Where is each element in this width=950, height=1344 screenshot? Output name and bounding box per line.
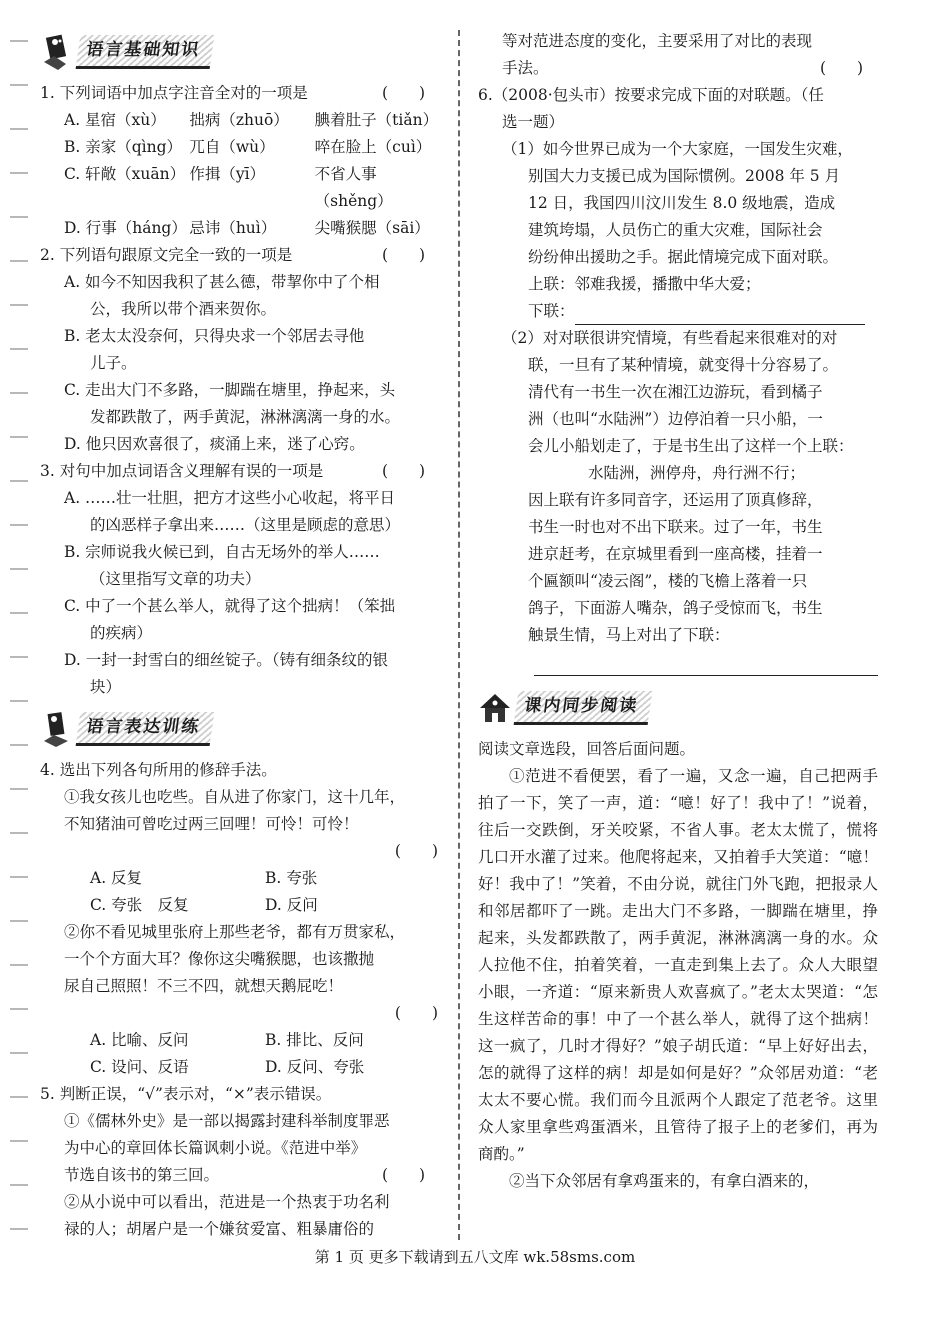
q2-option-b-line1: B. 老太太没奈何，只得央求一个邻居去寻他: [64, 327, 365, 345]
q2-option-a-line2: 公，我所以带个酒来贺你。: [90, 300, 277, 318]
q5-item2-line1: ②从小说中可以看出，范进是一个热衷于功名利: [64, 1193, 390, 1211]
q3-option-a-line1: A. ……壮一壮胆，把方才这些小心收起，将平日: [64, 489, 396, 507]
question-6: [478, 82, 878, 676]
q4-options-row1: A. 反复 B. 夸张: [90, 869, 318, 887]
q2-option-d: D. 他只因欢喜很了，痰涌上来，迷了心窍。: [64, 435, 365, 453]
q4-stem: 4. 选出下列各句所用的修辞手法。: [40, 761, 277, 779]
right-column: [478, 28, 878, 1195]
q2-stem: 2. 下列语句跟原文完全一致的一项是: [40, 246, 293, 264]
q6-stem-line1: 6.（2008·包头市）按要求完成下面的对联题。（任: [478, 86, 824, 104]
q6-part2-line2: 联，一旦有了某种情境，就变得十分容易了。: [528, 356, 839, 374]
q6-part2-line1: （2）对对联很讲究情境，有些看起来很难对的对: [502, 329, 838, 347]
q1-option-a: A. 星宿（xù） 拙病（zhuō） 腆着肚子（tiǎn）: [64, 111, 439, 129]
q3-option-a-line2: 的凶恶样子拿出来……（这里是顾虑的意思）: [90, 516, 401, 534]
question-1: ( ) 1. 下列词语中加点字注音全对的一项是 A. 星宿（xù） 拙病（zhuō） 腆着肚子（tiǎn） B. 亲家（qìng） 兀自（wù） 啐在脸上（cuì） C. 轩敞（xuān） 作揖（yī） 不省人事（shěng） D. 行事（háng） 忌讳（huì） 尖嘴猴腮（sāi）: [40, 80, 440, 242]
section-title-basic: 语言基础知识: [76, 35, 215, 69]
q5-continued-line2: ( ) 手法。: [502, 59, 864, 77]
q6-part3-line5: 鸽子，下面游人嘴杂，鸽子受惊而飞，书生: [528, 599, 823, 617]
q6-part2-line5: 会儿小船划走了，于是书生出了这样一个上联：: [528, 437, 854, 455]
house-icon: [478, 688, 512, 728]
q6-part3-line1: 因上联有许多同音字，还运用了顶真修辞，: [528, 491, 823, 509]
q4-answer-paren-2: ( ): [394, 1004, 438, 1022]
q1-stem: 1. 下列词语中加点字注音全对的一项是: [40, 84, 308, 102]
q5-item1-line2: 为中心的章回体长篇讽刺小说。《范进中举》: [64, 1139, 367, 1157]
page-footer: 第 1 页 更多下载请到五八文库 wk.58sms.com: [314, 1248, 636, 1266]
q5-item1-line3: ( ) 节选自该书的第三回。: [64, 1166, 426, 1184]
reading-passage-1: ①范进不看便罢，看了一遍，又念一遍，自己把两手拍了一下，笑了一声，道：“噫！好了！我中了！”说着，往后一交跌倒，牙关咬紧，不省人事。老太太慌了，慌将几口开水灌了过来。他爬将起来，又拍着手大笑道：“噫！好！我中了！”笑着，不由分说，就往门外飞跑，把报录人和邻居都吓了一跳。走出大门不多路，一脚踹在塘里，挣起来，头发都跌散了，两手黄泥，淋淋漓漓一身的水。众人拉他不住，拍着笑着，一直走到集上去了。众人大眼望小眼，一齐道：“原来新贵人欢喜疯了。”老太太哭道：“怎生这样苦命的事！中了一个甚么举人，就得了这个拙病！这一疯了，几时才得好？”娘子胡氏道：“早上好好出去，怎的就得了这样的病！却是如何是好？”众邻居劝道：“老太太不要心慌。我们而今且派两个人跟定了范老爷。这里众人家里拿些鸡蛋酒米，且管待了报子上的老爹们，再为商酌。”: [478, 767, 878, 1163]
q6-part1-line5: 纷纷伸出援助之手。据此情境完成下面对联。: [528, 248, 839, 266]
q3-option-c-line1: C. 中了一个甚么举人，就得了这个拙病！（笨拙: [64, 597, 396, 615]
q3-option-d-line1: D. 一封一封雪白的细丝锭子。（铸有细条纹的银: [64, 651, 388, 669]
q2-option-b-line2: 儿子。: [90, 354, 137, 372]
q3-option-d-line2: 块）: [90, 678, 122, 696]
reading-intro: 阅读文章选段，回答后面问题。: [478, 740, 696, 758]
reading-passage-2: ②当下众邻居有拿鸡蛋来的，有拿白酒来的，: [509, 1172, 820, 1190]
question-5: [40, 1081, 440, 1243]
q4-sentence2-line2: 一个个方面大耳？像你这尖嘴猴腮，也该撒抛: [64, 950, 375, 968]
q4-sentence2-line1: ②你不看见城里张府上那些老爷，都有万贯家私，: [64, 923, 406, 941]
q6-part1-line1: （1）如今世界已成为一个大家庭，一国发生灾难，: [502, 140, 853, 158]
binding-margin: [10, 40, 28, 1240]
q6-part3-line6: 触景生情，马上对出了下联：: [528, 626, 730, 644]
q6-part1-line3: 12 日，我国四川汶川发生 8.0 级地震，造成: [528, 194, 836, 212]
question-2: ( ) 2. 下列语句跟原文完全一致的一项是 A. 如今不知因我积了甚么德，带挈你中了个相 公，我所以带个酒来贺你。 B. 老太太没奈何，只得央求一个邻居去寻他 儿子。 C. 走出大门不多路，一脚踹在塘里，挣起来，头 发都跌散了，两手黄泥，淋淋漓漓一身的水。 D. 他只因欢喜很了，痰涌上来，迷了心窍。: [40, 242, 440, 458]
q6-lower-couplet-1: 下联：: [478, 298, 878, 325]
q4-options-row4: C. 设问、反语 D. 反问、夸张: [90, 1058, 365, 1076]
answer-blank[interactable]: [575, 308, 865, 325]
q4-options-row2: C. 夸张 反复 D. 反问: [90, 896, 318, 914]
q4-answer-paren-1: ( ): [394, 842, 438, 860]
section-banner-expression: [40, 707, 440, 751]
q6-part1-line4: 建筑垮塌，人员伤亡的重大灾难，国际社会: [528, 221, 823, 239]
q6-part3-line2: 书生一时也对不出下联来。过了一年，书生: [528, 518, 823, 536]
q5-item1-line1: ①《儒林外史》是一部以揭露封建科举制度罪恶: [64, 1112, 390, 1130]
section-title-expression: 语言表达训练: [76, 712, 215, 746]
reader-mascot-icon: [40, 709, 74, 749]
q6-part1-line2: 别国大力支援已成为国际惯例。2008 年 5 月: [528, 167, 841, 185]
section-title-reading: 课内同步阅读: [514, 691, 653, 725]
q6-part2-line4: 洲（也叫“水陆洲”）边停泊着一只小船，一: [528, 410, 823, 428]
q1-option-c: C. 轩敞（xuān） 作揖（yī） 不省人事（shěng）: [64, 165, 393, 210]
reader-mascot-icon: [40, 32, 74, 72]
q1-option-b: B. 亲家（qìng） 兀自（wù） 啐在脸上（cuì）: [64, 138, 432, 156]
section-banner-basic: [40, 30, 440, 74]
q5-item2-line2: 禄的人；胡屠户是一个嫌贫爱富、粗暴庸俗的: [64, 1220, 375, 1238]
q2-option-a-line1: A. 如今不知因我积了甚么德，带挈你中了个相: [64, 273, 380, 291]
q3-option-b-line2: （这里指写文章的功夫）: [90, 570, 261, 588]
q4-sentence1-line2: 不知猪油可曾吃过两三回哩！可怜！可怜！: [64, 815, 359, 833]
q1-option-d: D. 行事（háng） 忌讳（huì） 尖嘴猴腮（sāi）: [64, 219, 430, 237]
column-divider: [458, 30, 460, 1240]
answer-line[interactable]: [534, 649, 878, 676]
q3-option-b-line1: B. 宗师说我火候已到，自古无场外的举人……: [64, 543, 380, 561]
q5-stem: 5. 判断正误，“√”表示对，“×”表示错误。: [40, 1085, 332, 1103]
question-3: ( ) 3. 对句中加点词语含义理解有误的一项是 A. ……壮一壮胆，把方才这些小心收起，将平日 的凶恶样子拿出来……（这里是顾虑的意思） B. 宗师说我火候已到，自古无场外的举人…… （这里指写文章的功夫） C. 中了一个甚么举人，就得了这个拙病！（笨拙 的疾病） D. 一封一封雪白的细丝锭子。（铸有细条纹的银 块）: [40, 458, 440, 701]
q6-stem-line2: 选一题）: [502, 113, 565, 131]
left-column: [40, 28, 440, 1243]
q3-option-c-line2: 的疾病）: [90, 624, 153, 642]
section-banner-reading: [478, 686, 878, 730]
q3-stem: 3. 对句中加点词语含义理解有误的一项是: [40, 462, 324, 480]
q6-part2-line3: 清代有一书生一次在湘江边游玩，看到橘子: [528, 383, 823, 401]
q4-sentence2-line3: 尿自己照照！不三不四，就想天鹅屁吃！: [64, 977, 344, 995]
q6-upper-couplet-1: 上联：邻难我援，播撒中华大爱；: [528, 275, 761, 293]
q5-continued-line1: 等对范进态度的变化，主要采用了对比的表现: [502, 32, 813, 50]
q6-couplet-upper-2: 水陆洲，洲停舟，舟行洲不行；: [588, 464, 806, 482]
q2-option-c-line1: C. 走出大门不多路，一脚踹在塘里，挣起来，头: [64, 381, 396, 399]
question-4: [40, 757, 440, 1081]
q6-part3-line4: 个匾额叫“凌云阁”，楼的飞檐上落着一只: [528, 572, 808, 590]
q4-options-row3: A. 比喻、反问 B. 排比、反问: [90, 1031, 364, 1049]
q4-sentence1-line1: ①我女孩儿也吃些。自从进了你家门，这十几年，: [64, 788, 406, 806]
q2-option-c-line2: 发都跌散了，两手黄泥，淋淋漓漓一身的水。: [90, 408, 401, 426]
q6-part3-line3: 进京赶考，在京城里看到一座高楼，挂着一: [528, 545, 823, 563]
